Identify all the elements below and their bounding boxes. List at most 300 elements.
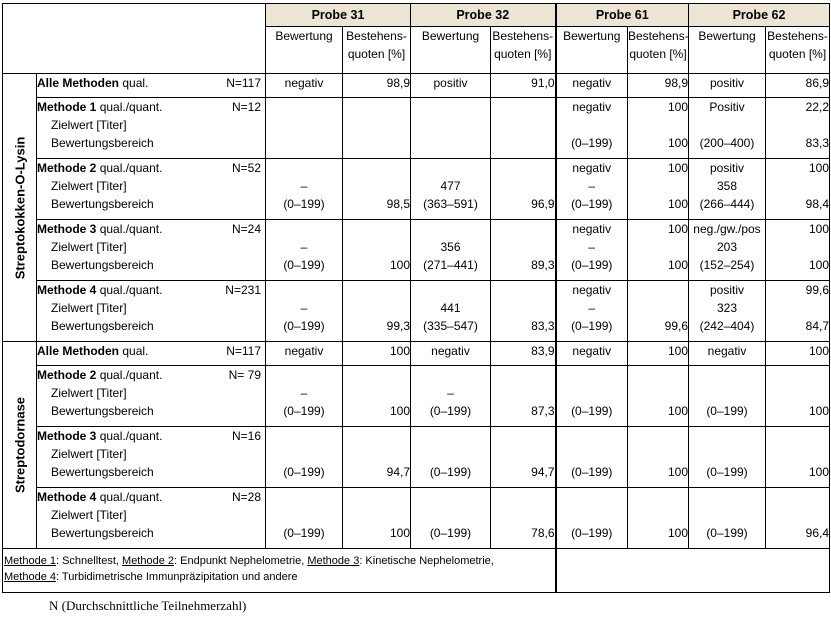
footnote-method-desc: : Kinetische Nephelometrie, [359,555,494,567]
bewertung-value: (0–199) [571,319,613,333]
quote-cell [491,488,556,549]
bewertung-value: negativ [707,344,747,358]
bewertung-value: (271–441) [423,258,478,272]
quote-value [491,384,555,402]
bewertung-cell [266,98,343,159]
bewertungsbereich-label: Bewertungsbereich [51,258,154,272]
zielwert-label: Zielwert [Titer] [51,301,127,315]
method-label [37,74,148,92]
quote-value: 100 [389,404,410,418]
bewertungsbereich-label: Bewertungsbereich [51,319,154,333]
quote-value [628,366,688,384]
quote-cell [628,366,689,427]
footnote-method-desc: : Schnelltest, [55,555,123,567]
bewertung-value [266,220,342,238]
bewertungsbereich-label: Bewertungsbereich [51,197,154,211]
bewertung-value: – [447,386,454,400]
method-label [37,427,162,445]
bewertung-value: 323 [716,301,738,315]
bestehensquoten-header-line1: Bestehens- [492,29,554,43]
bewertung-value: negativ [284,76,324,90]
zielwert-label: Zielwert [Titer] [51,240,127,254]
bewertung-value: (0–199) [706,404,748,418]
bewertung-value: – [300,240,308,254]
bewertung-value [411,98,490,116]
bewertung-value [411,116,490,134]
quote-value [491,506,555,524]
quote-value [491,177,555,195]
quote-cell [343,281,411,342]
quote-value [628,177,688,195]
quote-value [628,281,688,299]
participant-count: N=24 [231,222,261,236]
quote-value [628,427,688,445]
bewertung-value: positiv [709,283,744,297]
quote-value [628,299,688,317]
bewertung-value: positiv [709,76,744,90]
bestehensquoten-header-line1: Bestehens- [628,29,689,43]
method-label-cell [37,488,266,549]
quote-value [766,384,829,402]
quote-cell [343,342,411,366]
quote-value [491,299,555,317]
quote-value [628,116,688,134]
quote-value [343,427,410,445]
bewertung-cell [266,488,343,549]
bestehensquoten-header [491,27,556,74]
quote-value: 100 [808,161,829,175]
bewertung-value: negativ [284,344,324,358]
quote-value: 100 [389,344,410,358]
quote-value [343,238,410,256]
bewertung-value: Positiv [709,100,745,114]
bewertung-value: (0–199) [706,526,748,540]
participant-count: N=16 [231,429,261,443]
bewertung-value: negativ [572,283,612,297]
zielwert-label: Zielwert [Titer] [51,179,127,193]
bestehensquoten-header-line2: quoten [%] [494,47,552,61]
bewertung-cell [556,74,628,98]
footnote-method-desc: : Endpunkt Nephelometrie, [174,555,308,567]
bewertung-value: neg./gw./pos [693,222,761,236]
quote-cell [343,74,411,98]
bewertung-cell [556,427,628,488]
method-label-cell [37,427,266,488]
bewertung-value [266,116,342,134]
bewertung-value [689,445,765,463]
quote-value [628,445,688,463]
method-label [37,342,148,360]
bewertung-cell [266,427,343,488]
quote-value [343,134,410,152]
quote-value: 84,7 [805,319,829,333]
bestehensquoten-header-line1: Bestehens- [346,29,407,43]
quote-value: 22,2 [805,100,829,114]
method-name: Methode 4 [37,490,97,504]
bewertung-cell [556,366,628,427]
quote-value: 100 [389,258,410,272]
footnote-method-name: Methode 3 [307,555,360,567]
quote-value: 99,6 [805,283,829,297]
quote-value [766,488,829,506]
bewertung-cell [411,159,491,220]
method-label-cell [37,220,266,281]
bestehensquoten-header-line2: quoten [%] [347,47,406,61]
quote-value: 86,9 [805,76,829,90]
method-type: qual./quant. [99,429,163,443]
bewertung-value [689,488,765,506]
bewertung-value: (335–547) [423,319,478,333]
quote-cell [766,220,830,281]
corner-cell [3,4,266,74]
bewertung-cell [266,159,343,220]
method-name: Alle Methoden [37,76,120,90]
bewertung-cell [689,98,766,159]
bestehensquoten-header [766,27,830,74]
footnote-row [3,549,830,593]
bewertung-header: Bewertung [556,27,628,74]
quote-value: 94,7 [386,465,410,479]
quote-cell [343,159,411,220]
quote-cell [628,281,689,342]
bewertung-value [689,427,765,445]
participant-count: N=52 [231,161,261,175]
bewertung-cell [689,488,766,549]
bewertung-value: negativ [431,344,470,358]
bewertung-value: (0–199) [429,404,472,418]
group-name: Streptodornase [12,396,27,494]
quote-value [766,427,829,445]
method-row [3,488,830,549]
method-row [3,98,830,159]
bewertung-value [557,427,628,445]
bewertung-value: (0–199) [429,465,472,479]
bewertung-cell [556,342,628,366]
quote-cell [628,74,689,98]
quote-cell [628,342,689,366]
quote-value [343,220,410,238]
quote-value: 100 [667,197,688,211]
quote-cell [766,342,830,366]
quote-value [491,445,555,463]
bewertung-cell [689,366,766,427]
bewertung-header: Bewertung [266,27,343,74]
probe-header-row [3,4,830,27]
bewertung-value: negativ [572,161,612,175]
probe-31-header: Probe 31 [266,4,411,27]
quote-value: 98,9 [664,76,688,90]
probe-32-header: Probe 32 [411,4,556,27]
quote-value [628,506,688,524]
quote-value [491,488,555,506]
bewertung-value: (0–199) [429,526,472,540]
bewertung-value: – [300,179,308,193]
bewertung-value [266,445,342,463]
bewertung-value: – [588,240,596,254]
method-row [3,342,830,366]
method-type: qual./quant. [99,368,163,382]
bewertung-value [557,366,628,384]
bewertung-value [411,427,490,445]
bewertung-cell [556,98,628,159]
quote-value: 99,6 [664,319,688,333]
bewertung-value: (0–199) [283,197,325,211]
bewertung-header: Bewertung [689,27,766,74]
quote-value [343,299,410,317]
quote-cell [766,366,830,427]
method-row [3,74,830,98]
bewertung-value: (0–199) [571,465,613,479]
bewertung-cell [689,427,766,488]
bewertung-cell [411,342,491,366]
bewertung-value: (0–199) [283,404,325,418]
bewertung-value: 358 [716,179,738,193]
quote-value [491,116,555,134]
bewertung-value: (0–199) [283,319,325,333]
method-row [3,159,830,220]
bewertung-value: (266–444) [699,197,755,211]
bewertung-cell [266,342,343,366]
quote-cell [628,427,689,488]
bewertung-cell [266,74,343,98]
bewertungsbereich-label: Bewertungsbereich [51,465,154,479]
quote-cell [766,98,830,159]
method-row [3,281,830,342]
method-type: qual./quant. [99,161,163,175]
quote-value: 89,3 [531,258,555,272]
method-name: Methode 1 [37,100,97,114]
bewertung-value [411,488,490,506]
quote-value: 83,3 [805,136,829,150]
bewertung-cell [411,220,491,281]
quote-cell [628,159,689,220]
participant-count: N=117 [226,76,261,90]
bewertung-value: – [300,386,308,400]
method-label-cell [37,74,266,98]
method-type: qual./quant. [99,222,163,236]
method-label-cell [37,98,266,159]
bewertung-cell [689,159,766,220]
bewertung-value [557,445,628,463]
bewertung-value [557,116,628,134]
bewertung-value [557,488,628,506]
zielwert-label: Zielwert [Titer] [51,118,127,132]
method-label [37,488,162,506]
quote-value [343,506,410,524]
bewertung-value: (0–199) [571,197,613,211]
quote-cell [628,220,689,281]
quote-cell [343,220,411,281]
method-name: Methode 2 [37,368,97,382]
method-label [37,281,162,299]
results-table [2,3,830,593]
zielwert-label: Zielwert [Titer] [51,508,127,522]
bewertung-value: 477 [440,179,461,193]
bewertung-cell [411,98,491,159]
quote-value: 100 [808,258,829,272]
bewertung-value: (0–199) [571,526,613,540]
quote-value [766,299,829,317]
bewertungsbereich-label: Bewertungsbereich [51,404,154,418]
bestehensquoten-header-line1: Bestehens- [767,29,828,43]
quote-value: 100 [667,258,688,272]
bewertung-header: Bewertung [411,27,491,74]
quote-cell [491,342,556,366]
quote-value [343,488,410,506]
bewertung-value [411,366,490,384]
quote-cell [491,281,556,342]
method-row [3,220,830,281]
bewertung-cell [411,366,491,427]
quote-value [491,281,555,299]
bewertung-cell [411,74,491,98]
quote-value [766,238,829,256]
quote-value [491,134,555,152]
bewertung-cell [689,220,766,281]
method-name: Methode 3 [37,429,97,443]
quote-cell [766,74,830,98]
bewertung-value: (0–199) [706,465,748,479]
footnote-method-name: Methode 1 [4,555,56,567]
bewertung-value [689,384,765,402]
method-type: qual./quant. [99,283,163,297]
bewertung-value: – [588,179,596,193]
quote-value [766,116,829,134]
bewertung-value [266,159,342,177]
zielwert-label: Zielwert [Titer] [51,386,127,400]
method-name: Methode 4 [37,283,97,297]
quote-value: 100 [389,526,410,540]
bewertung-value: 441 [440,301,461,315]
quote-value: 96,4 [805,526,829,540]
bewertung-cell [689,74,766,98]
bewertung-value: (0–199) [283,465,325,479]
bewertung-cell [266,220,343,281]
quote-value: 83,3 [531,319,555,333]
bewertung-value: 203 [716,240,738,254]
participant-count: N=28 [231,490,261,504]
quote-value: 96,9 [531,197,555,211]
method-row [3,427,830,488]
bewertung-value [266,427,342,445]
quote-cell [491,366,556,427]
quote-value [491,238,555,256]
quote-value [766,506,829,524]
quote-cell [766,281,830,342]
bewertung-value [689,116,765,134]
quote-cell [491,74,556,98]
bestehensquoten-header-line2: quoten [%] [629,47,687,61]
bewertung-value [411,445,490,463]
quote-value: 100 [667,222,688,236]
quote-cell [343,98,411,159]
bewertung-cell [689,342,766,366]
method-label-cell [37,281,266,342]
quote-cell [343,366,411,427]
quote-value [766,445,829,463]
bestehensquoten-header-line2: quoten [%] [768,47,827,61]
quote-cell [766,488,830,549]
quote-value: 87,3 [531,404,555,418]
quote-value: 83,9 [531,344,555,358]
legend-note: N (Durchschnittliche Teilnehmerzahl) [49,598,247,613]
bewertung-value: negativ [572,222,612,236]
method-label [37,366,162,384]
participant-count: N=231 [225,283,261,297]
method-type: qual./quant. [99,490,163,504]
quote-value [343,384,410,402]
group-name: Streptokokken-O-Lysin [12,136,27,279]
bewertung-cell [411,427,491,488]
method-label-cell [37,342,266,366]
method-name: Alle Methoden [37,344,120,358]
quote-value [343,98,410,116]
footnote-method-name: Methode 4 [4,571,56,583]
bewertung-cell [556,281,628,342]
quote-value [343,159,410,177]
method-label [37,159,162,177]
bewertungsbereich-label: Bewertungsbereich [51,526,154,540]
quote-value: 100 [808,404,829,418]
bewertung-value: negativ [572,344,612,358]
bewertung-value [411,220,490,238]
bewertungsbereich-label: Bewertungsbereich [51,136,154,150]
quote-cell [491,427,556,488]
bestehensquoten-header [343,27,411,74]
quote-value: 100 [667,100,688,114]
method-label-cell [37,159,266,220]
quote-value: 100 [667,344,688,358]
probe-62-header: Probe 62 [689,4,830,27]
quote-value [491,427,555,445]
quote-value: 98,9 [386,76,410,90]
bewertung-cell [266,366,343,427]
bewertung-value: (0–199) [283,526,325,540]
quote-cell [491,159,556,220]
participant-count: N=12 [231,100,261,114]
quote-value: 100 [808,465,829,479]
quote-value [491,366,555,384]
quote-value [343,366,410,384]
bewertung-value: – [300,301,308,315]
method-label [37,98,162,116]
bewertung-value [411,159,490,177]
bewertung-cell [556,159,628,220]
quote-value: 100 [667,526,688,540]
bewertung-cell [266,281,343,342]
quote-value: 99,3 [386,319,410,333]
bewertung-value [266,134,342,152]
group-label [3,342,37,549]
footnote-method-desc: : Turbidimetrische Immunpräzipitation und andere [55,571,298,583]
bewertung-value [266,281,342,299]
bewertung-value: (0–199) [571,404,613,418]
method-name: Methode 2 [37,161,97,175]
quote-value: 100 [667,404,688,418]
bewertung-value [557,384,628,402]
bewertung-value: negativ [572,100,612,114]
quote-value: 100 [667,136,688,150]
quote-cell [628,98,689,159]
probe-61-header: Probe 61 [556,4,689,27]
quote-value [628,488,688,506]
method-type: qual. [122,344,149,358]
bewertung-value [411,281,490,299]
quote-value [343,445,410,463]
participant-count: N=117 [226,344,261,358]
bewertung-cell [411,488,491,549]
quote-cell [343,427,411,488]
